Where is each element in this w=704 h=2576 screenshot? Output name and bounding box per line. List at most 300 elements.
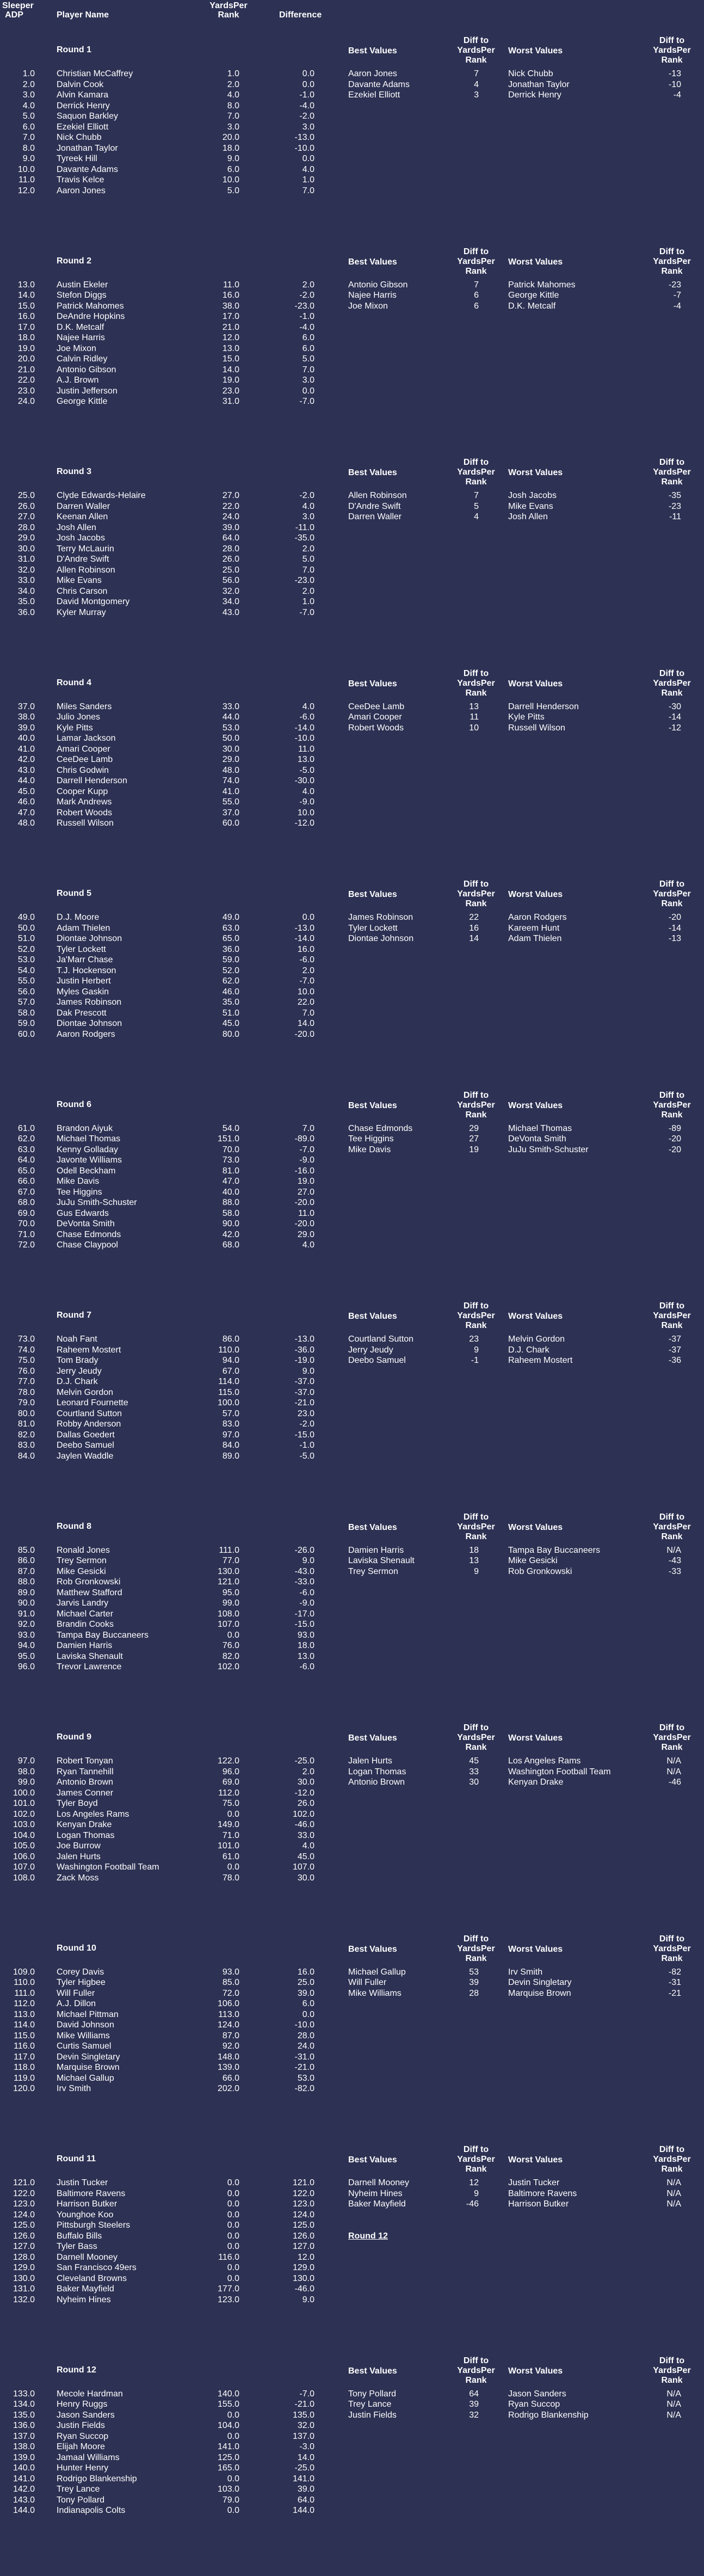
player-name: Josh Allen bbox=[57, 522, 96, 532]
player-name: Darren Waller bbox=[57, 501, 110, 511]
player-yardsper-rank: 32.0 bbox=[222, 586, 239, 596]
worst-values-header: Worst Values bbox=[508, 2366, 563, 2376]
worst-value-diff: -30 bbox=[668, 702, 681, 711]
player-name: Joe Burrow bbox=[57, 1841, 101, 1850]
player-yardsper-rank: 66.0 bbox=[222, 2073, 239, 2083]
player-name: Robert Tonyan bbox=[57, 1756, 113, 1766]
player-name: Antonio Brown bbox=[57, 1778, 114, 1787]
worst-value-name: Josh Allen bbox=[508, 512, 548, 521]
player-adp: 77.0 bbox=[17, 1377, 35, 1386]
player-adp: 117.0 bbox=[14, 2052, 35, 2062]
player-adp: 132.0 bbox=[13, 2295, 35, 2304]
best-value-diff: 7 bbox=[474, 69, 479, 78]
round-title: Round 1 bbox=[57, 45, 91, 54]
player-name: Melvin Gordon bbox=[57, 1387, 114, 1397]
player-adp: 61.0 bbox=[17, 1123, 35, 1133]
player-yardsper-rank: 0.0 bbox=[227, 2263, 239, 2272]
player-adp: 40.0 bbox=[17, 734, 35, 743]
player-adp: 6.0 bbox=[22, 122, 35, 132]
best-values-header: Best Values bbox=[348, 1312, 397, 1321]
player-difference: 7.0 bbox=[302, 1008, 314, 1018]
worst-value-diff: -20 bbox=[668, 1145, 681, 1154]
player-name: Damien Harris bbox=[57, 1641, 113, 1650]
player-yardsper-rank: 38.0 bbox=[222, 301, 239, 311]
player-name: Ja'Marr Chase bbox=[57, 955, 113, 964]
best-value-diff: 7 bbox=[474, 491, 479, 500]
player-name: Rodrigo Blankenship bbox=[57, 2474, 137, 2483]
player-difference: 4.0 bbox=[302, 164, 314, 174]
player-yardsper-rank: 52.0 bbox=[222, 966, 239, 975]
best-value-diff: 11 bbox=[470, 712, 479, 722]
worst-value-name: Kenyan Drake bbox=[508, 1778, 564, 1787]
player-difference: 9.0 bbox=[302, 1556, 314, 1565]
player-yardsper-rank: 99.0 bbox=[222, 1599, 239, 1608]
player-name: Alvin Kamara bbox=[57, 90, 109, 100]
player-yardsper-rank: 1.0 bbox=[227, 69, 239, 78]
player-adp: 12.0 bbox=[17, 186, 35, 195]
worst-value-name: George Kittle bbox=[508, 291, 559, 300]
player-yardsper-rank: 61.0 bbox=[222, 1852, 239, 1861]
player-adp: 97.0 bbox=[17, 1756, 35, 1766]
player-difference: -43.0 bbox=[294, 1566, 314, 1576]
worst-value-name: Russell Wilson bbox=[508, 723, 565, 733]
player-adp: 118.0 bbox=[14, 2063, 35, 2072]
player-difference: -1.0 bbox=[299, 90, 314, 100]
player-name: Tom Brady bbox=[57, 1356, 98, 1365]
best-diff-header: Diff to YardsPer Rank bbox=[457, 1934, 495, 1963]
player-name: Josh Jacobs bbox=[57, 533, 105, 543]
player-adp: 35.0 bbox=[17, 597, 35, 606]
player-yardsper-rank: 151.0 bbox=[217, 1134, 239, 1143]
round-title: Round 8 bbox=[57, 1521, 91, 1531]
best-value-name: Diontae Johnson bbox=[348, 934, 414, 943]
player-adp: 138.0 bbox=[13, 2442, 35, 2451]
best-value-diff: 45 bbox=[469, 1756, 479, 1766]
player-yardsper-rank: 85.0 bbox=[222, 1978, 239, 1987]
player-yardsper-rank: 65.0 bbox=[222, 934, 239, 943]
player-difference: -6.0 bbox=[299, 712, 314, 722]
worst-value-name: Derrick Henry bbox=[508, 90, 561, 100]
player-yardsper-rank: 83.0 bbox=[222, 1419, 239, 1429]
player-yardsper-rank: 78.0 bbox=[222, 1873, 239, 1883]
player-yardsper-rank: 2.0 bbox=[227, 79, 239, 89]
player-difference: -6.0 bbox=[299, 1662, 314, 1671]
player-yardsper-rank: 44.0 bbox=[222, 712, 239, 722]
player-difference: -7.0 bbox=[299, 397, 314, 406]
player-difference: 2.0 bbox=[302, 280, 314, 290]
player-adp: 17.0 bbox=[17, 322, 35, 332]
player-adp: 81.0 bbox=[17, 1419, 35, 1429]
player-difference: 126.0 bbox=[292, 2231, 314, 2241]
player-difference: 122.0 bbox=[292, 2188, 314, 2198]
player-adp: 16.0 bbox=[17, 312, 35, 321]
player-adp: 109.0 bbox=[13, 1967, 35, 1977]
round-title: Round 9 bbox=[57, 1732, 91, 1742]
header-difference: Difference bbox=[279, 10, 322, 20]
best-value-diff: 9 bbox=[474, 2188, 479, 2198]
worst-value-diff: -14 bbox=[668, 712, 681, 722]
player-name: Christian McCaffrey bbox=[57, 69, 133, 78]
player-difference: 33.0 bbox=[297, 1830, 314, 1840]
player-difference: 30.0 bbox=[297, 1873, 314, 1883]
worst-value-diff: N/A bbox=[666, 2188, 681, 2198]
player-adp: 82.0 bbox=[17, 1430, 35, 1440]
player-yardsper-rank: 49.0 bbox=[222, 913, 239, 922]
best-value-diff: 10 bbox=[469, 723, 479, 733]
player-difference: -7.0 bbox=[299, 2389, 314, 2399]
player-name: Gus Edwards bbox=[57, 1208, 109, 1218]
best-values-header: Best Values bbox=[348, 679, 397, 688]
worst-values-header: Worst Values bbox=[508, 1312, 563, 1321]
player-yardsper-rank: 108.0 bbox=[217, 1609, 239, 1619]
player-yardsper-rank: 148.0 bbox=[217, 2052, 239, 2062]
worst-values-header: Worst Values bbox=[508, 1522, 563, 1532]
player-yardsper-rank: 93.0 bbox=[222, 1967, 239, 1977]
player-difference: -23.0 bbox=[294, 576, 314, 585]
player-difference: 26.0 bbox=[297, 1799, 314, 1808]
best-value-name: Courtland Sutton bbox=[348, 1335, 414, 1344]
worst-value-diff: N/A bbox=[666, 1545, 681, 1555]
best-value-name: Deebo Samuel bbox=[348, 1356, 406, 1365]
player-difference: 9.0 bbox=[302, 1366, 314, 1376]
worst-diff-header: Diff to YardsPer Rank bbox=[653, 458, 691, 487]
player-difference: 1.0 bbox=[302, 175, 314, 185]
worst-value-name: Adam Thielen bbox=[508, 934, 562, 943]
round-title: Round 3 bbox=[57, 467, 91, 476]
best-value-diff: 39 bbox=[469, 1978, 479, 1987]
player-name: Patrick Mahomes bbox=[57, 301, 124, 311]
worst-value-diff: N/A bbox=[666, 2178, 681, 2187]
player-name: Mike Davis bbox=[57, 1177, 100, 1186]
player-yardsper-rank: 165.0 bbox=[217, 2463, 239, 2473]
player-adp: 86.0 bbox=[17, 1556, 35, 1565]
player-name: Javonte Williams bbox=[57, 1155, 122, 1165]
player-yardsper-rank: 122.0 bbox=[217, 1756, 239, 1766]
worst-value-diff: -12 bbox=[668, 723, 681, 733]
player-yardsper-rank: 43.0 bbox=[222, 607, 239, 617]
player-difference: -35.0 bbox=[294, 533, 314, 543]
player-name: Mike Williams bbox=[57, 2031, 110, 2040]
player-name: Nyheim Hines bbox=[57, 2295, 111, 2304]
player-yardsper-rank: 21.0 bbox=[222, 322, 239, 332]
worst-diff-header: Diff to YardsPer Rank bbox=[653, 1301, 691, 1330]
player-yardsper-rank: 0.0 bbox=[227, 1862, 239, 1872]
worst-diff-header: Diff to YardsPer Rank bbox=[653, 1934, 691, 1963]
worst-values-header: Worst Values bbox=[508, 1101, 563, 1110]
player-adp: 92.0 bbox=[17, 1620, 35, 1629]
player-yardsper-rank: 0.0 bbox=[227, 2178, 239, 2187]
player-yardsper-rank: 25.0 bbox=[222, 565, 239, 575]
player-yardsper-rank: 96.0 bbox=[222, 1767, 239, 1776]
player-name: Hunter Henry bbox=[57, 2463, 109, 2473]
player-adp: 131.0 bbox=[13, 2284, 35, 2294]
round-title: Round 11 bbox=[57, 2154, 96, 2163]
best-value-name: Davante Adams bbox=[348, 79, 410, 89]
player-difference: -2.0 bbox=[299, 291, 314, 300]
best-value-diff: 27 bbox=[469, 1134, 479, 1143]
player-name: Ryan Succop bbox=[57, 2431, 109, 2441]
worst-value-diff: N/A bbox=[666, 2410, 681, 2420]
player-name: Younghoe Koo bbox=[57, 2210, 114, 2220]
player-difference: -21.0 bbox=[294, 2063, 314, 2072]
player-yardsper-rank: 79.0 bbox=[222, 2495, 239, 2505]
player-difference: 16.0 bbox=[297, 1967, 314, 1977]
player-difference: -26.0 bbox=[294, 1545, 314, 1555]
best-value-name: Nyheim Hines bbox=[348, 2188, 403, 2198]
player-name: Mark Andrews bbox=[57, 797, 112, 807]
player-difference: 0.0 bbox=[302, 913, 314, 922]
player-yardsper-rank: 75.0 bbox=[222, 1799, 239, 1808]
player-difference: 129.0 bbox=[292, 2263, 314, 2272]
worst-diff-header: Diff to YardsPer Rank bbox=[653, 1723, 691, 1752]
player-adp: 110.0 bbox=[14, 1978, 35, 1987]
player-name: Indianapolis Colts bbox=[57, 2506, 126, 2515]
player-adp: 60.0 bbox=[17, 1029, 35, 1039]
player-difference: 7.0 bbox=[302, 365, 314, 374]
best-value-name: Chase Edmonds bbox=[348, 1123, 413, 1133]
player-adp: 24.0 bbox=[17, 397, 35, 406]
player-name: A.J. Brown bbox=[57, 376, 99, 385]
player-adp: 134.0 bbox=[13, 2400, 35, 2409]
player-name: Trey Lance bbox=[57, 2485, 100, 2494]
worst-value-name: Washington Football Team bbox=[508, 1767, 611, 1776]
player-name: Justin Fields bbox=[57, 2421, 105, 2430]
player-yardsper-rank: 55.0 bbox=[222, 797, 239, 807]
player-yardsper-rank: 37.0 bbox=[222, 808, 239, 817]
player-difference: 137.0 bbox=[292, 2431, 314, 2441]
player-adp: 98.0 bbox=[17, 1767, 35, 1776]
player-adp: 15.0 bbox=[17, 301, 35, 311]
player-name: Chris Godwin bbox=[57, 765, 109, 775]
player-difference: -13.0 bbox=[294, 1335, 314, 1344]
player-yardsper-rank: 112.0 bbox=[218, 1788, 239, 1798]
best-values-header: Best Values bbox=[348, 1522, 397, 1532]
player-difference: 14.0 bbox=[297, 1019, 314, 1028]
player-name: Courtland Sutton bbox=[57, 1409, 122, 1418]
worst-value-diff: N/A bbox=[666, 1767, 681, 1776]
worst-values-header: Worst Values bbox=[508, 2155, 563, 2165]
best-diff-header: Diff to YardsPer Rank bbox=[457, 880, 495, 908]
player-name: Kenyan Drake bbox=[57, 1820, 112, 1829]
worst-value-diff: -36 bbox=[668, 1356, 681, 1365]
player-adp: 65.0 bbox=[17, 1166, 35, 1176]
worst-value-diff: -10 bbox=[668, 79, 681, 89]
player-yardsper-rank: 50.0 bbox=[222, 734, 239, 743]
player-yardsper-rank: 41.0 bbox=[222, 786, 239, 796]
player-yardsper-rank: 29.0 bbox=[222, 755, 239, 764]
best-diff-header: Diff to YardsPer Rank bbox=[457, 1301, 495, 1330]
worst-value-diff: -13 bbox=[668, 934, 681, 943]
worst-value-name: JuJu Smith-Schuster bbox=[508, 1145, 589, 1154]
player-yardsper-rank: 3.0 bbox=[227, 122, 239, 132]
player-difference: 23.0 bbox=[297, 1409, 314, 1418]
player-difference: 18.0 bbox=[297, 1641, 314, 1650]
player-yardsper-rank: 102.0 bbox=[217, 1662, 239, 1671]
worst-value-diff: -82 bbox=[668, 1967, 681, 1977]
player-yardsper-rank: 116.0 bbox=[218, 2252, 239, 2262]
player-name: Pittsburgh Steelers bbox=[57, 2221, 131, 2230]
player-difference: -13.0 bbox=[294, 923, 314, 933]
player-difference: 0.0 bbox=[302, 386, 314, 396]
player-difference: 27.0 bbox=[297, 1187, 314, 1197]
round-title: Round 6 bbox=[57, 1099, 91, 1109]
player-difference: -12.0 bbox=[294, 819, 314, 828]
player-adp: 33.0 bbox=[17, 576, 35, 585]
worst-value-name: Kyle Pitts bbox=[508, 712, 545, 722]
player-name: David Johnson bbox=[57, 2020, 114, 2030]
player-difference: 2.0 bbox=[302, 1767, 314, 1776]
player-name: Saquon Barkley bbox=[57, 112, 118, 121]
player-adp: 124.0 bbox=[13, 2210, 35, 2220]
player-yardsper-rank: 125.0 bbox=[217, 2452, 239, 2462]
best-values-header: Best Values bbox=[348, 468, 397, 477]
player-yardsper-rank: 60.0 bbox=[222, 819, 239, 828]
player-difference: 4.0 bbox=[302, 786, 314, 796]
player-adp: 10.0 bbox=[17, 164, 35, 174]
player-name: Robby Anderson bbox=[57, 1419, 121, 1429]
player-yardsper-rank: 0.0 bbox=[227, 2210, 239, 2220]
player-yardsper-rank: 70.0 bbox=[222, 1145, 239, 1154]
player-difference: -20.0 bbox=[294, 1029, 314, 1039]
worst-diff-header: Diff to YardsPer Rank bbox=[653, 1512, 691, 1541]
player-difference: 0.0 bbox=[302, 2009, 314, 2019]
player-name: Dalvin Cook bbox=[57, 79, 104, 89]
player-yardsper-rank: 22.0 bbox=[222, 501, 239, 511]
player-yardsper-rank: 139.0 bbox=[217, 2063, 239, 2072]
best-values-header: Best Values bbox=[348, 1101, 397, 1110]
player-name: Corey Davis bbox=[57, 1967, 104, 1977]
best-diff-header: Diff to YardsPer Rank bbox=[457, 668, 495, 698]
best-value-diff: 3 bbox=[474, 90, 479, 100]
player-name: Baker Mayfield bbox=[57, 2284, 114, 2294]
player-difference: 25.0 bbox=[297, 1978, 314, 1987]
player-name: James Robinson bbox=[57, 998, 122, 1007]
best-value-name: Michael Gallup bbox=[348, 1967, 406, 1977]
player-adp: 29.0 bbox=[17, 533, 35, 543]
worst-value-diff: N/A bbox=[666, 2199, 681, 2209]
player-name: Noah Fant bbox=[57, 1335, 97, 1344]
player-yardsper-rank: 40.0 bbox=[222, 1187, 239, 1197]
best-value-diff: 6 bbox=[474, 291, 479, 300]
player-adp: 93.0 bbox=[17, 1630, 35, 1640]
player-adp: 83.0 bbox=[17, 1441, 35, 1450]
best-value-name: Logan Thomas bbox=[348, 1767, 406, 1776]
worst-value-name: Kareem Hunt bbox=[508, 923, 560, 933]
player-name: Logan Thomas bbox=[57, 1830, 115, 1840]
player-name: Mike Evans bbox=[57, 576, 102, 585]
player-name: Darrell Henderson bbox=[57, 776, 127, 785]
player-name: A.J. Dillon bbox=[57, 1999, 96, 2008]
player-name: Dak Prescott bbox=[57, 1008, 107, 1018]
best-value-diff: 53 bbox=[469, 1967, 479, 1977]
player-name: Rob Gronkowski bbox=[57, 1577, 121, 1587]
player-name: Odell Beckham bbox=[57, 1166, 116, 1176]
worst-value-name: Melvin Gordon bbox=[508, 1335, 565, 1344]
player-name: Jalen Hurts bbox=[57, 1852, 101, 1861]
player-difference: 4.0 bbox=[302, 501, 314, 511]
player-difference: -10.0 bbox=[294, 734, 314, 743]
player-difference: -21.0 bbox=[294, 1398, 314, 1407]
player-adp: 72.0 bbox=[17, 1240, 35, 1250]
best-value-diff: 64 bbox=[469, 2389, 479, 2399]
best-values-header: Best Values bbox=[348, 1733, 397, 1743]
best-value-name: Joe Mixon bbox=[348, 301, 388, 311]
worst-diff-header: Diff to YardsPer Rank bbox=[653, 2145, 691, 2174]
player-adp: 19.0 bbox=[17, 343, 35, 353]
player-name: Ezekiel Elliott bbox=[57, 122, 109, 132]
player-difference: 2.0 bbox=[302, 586, 314, 596]
player-name: Adam Thielen bbox=[57, 923, 110, 933]
player-yardsper-rank: 114.0 bbox=[218, 1377, 239, 1386]
player-adp: 37.0 bbox=[17, 702, 35, 711]
player-yardsper-rank: 64.0 bbox=[222, 533, 239, 543]
player-yardsper-rank: 33.0 bbox=[222, 702, 239, 711]
player-yardsper-rank: 97.0 bbox=[222, 1430, 239, 1440]
worst-values-header: Worst Values bbox=[508, 468, 563, 477]
player-adp: 105.0 bbox=[13, 1841, 35, 1850]
player-adp: 56.0 bbox=[17, 987, 35, 997]
round-title: Round 7 bbox=[57, 1311, 91, 1320]
player-difference: -5.0 bbox=[299, 1451, 314, 1461]
player-name: Stefon Diggs bbox=[57, 291, 107, 300]
worst-value-name: D.K. Metcalf bbox=[508, 301, 556, 311]
player-name: Myles Gaskin bbox=[57, 987, 109, 997]
player-difference: 30.0 bbox=[297, 1778, 314, 1787]
best-value-name: Jerry Jeudy bbox=[348, 1345, 393, 1355]
worst-value-diff: -23 bbox=[668, 501, 681, 511]
player-adp: 23.0 bbox=[17, 386, 35, 396]
worst-value-name: Raheem Mostert bbox=[508, 1356, 573, 1365]
player-name: Tampa Bay Buccaneers bbox=[57, 1630, 149, 1640]
player-difference: -6.0 bbox=[299, 1588, 314, 1597]
worst-value-diff: -21 bbox=[668, 1988, 681, 1998]
player-difference: 0.0 bbox=[302, 154, 314, 163]
player-difference: -3.0 bbox=[299, 2442, 314, 2451]
player-yardsper-rank: 12.0 bbox=[222, 333, 239, 342]
player-adp: 95.0 bbox=[17, 1651, 35, 1661]
best-value-name: Antonio Brown bbox=[348, 1778, 405, 1787]
player-difference: -37.0 bbox=[294, 1387, 314, 1397]
worst-diff-header: Diff to YardsPer Rank bbox=[653, 1090, 691, 1120]
player-adp: 133.0 bbox=[13, 2389, 35, 2399]
player-adp: 130.0 bbox=[13, 2273, 35, 2283]
player-difference: 3.0 bbox=[302, 122, 314, 132]
player-name: Tyler Higbee bbox=[57, 1978, 106, 1987]
player-yardsper-rank: 45.0 bbox=[222, 1019, 239, 1028]
player-adp: 45.0 bbox=[17, 786, 35, 796]
player-difference: -14.0 bbox=[294, 934, 314, 943]
player-adp: 144.0 bbox=[13, 2506, 35, 2515]
player-adp: 39.0 bbox=[17, 723, 35, 733]
worst-value-name: Marquise Brown bbox=[508, 1988, 571, 1998]
round-title: Round 2 bbox=[57, 256, 91, 266]
worst-value-name: Jason Sanders bbox=[508, 2389, 566, 2399]
player-name: Jerry Jeudy bbox=[57, 1366, 102, 1376]
best-value-diff: 5 bbox=[474, 501, 479, 511]
player-adp: 74.0 bbox=[17, 1345, 35, 1355]
player-difference: -17.0 bbox=[294, 1609, 314, 1619]
best-value-diff: 33 bbox=[469, 1767, 479, 1776]
player-yardsper-rank: 0.0 bbox=[227, 2410, 239, 2420]
player-name: Trey Sermon bbox=[57, 1556, 107, 1565]
worst-value-diff: -35 bbox=[668, 491, 681, 500]
player-difference: 6.0 bbox=[302, 1999, 314, 2008]
player-name: Dallas Goedert bbox=[57, 1430, 115, 1440]
worst-values-header: Worst Values bbox=[508, 1944, 563, 1954]
player-name: Devin Singletary bbox=[57, 2052, 120, 2062]
player-name: Brandin Cooks bbox=[57, 1620, 114, 1629]
player-adp: 96.0 bbox=[17, 1662, 35, 1671]
